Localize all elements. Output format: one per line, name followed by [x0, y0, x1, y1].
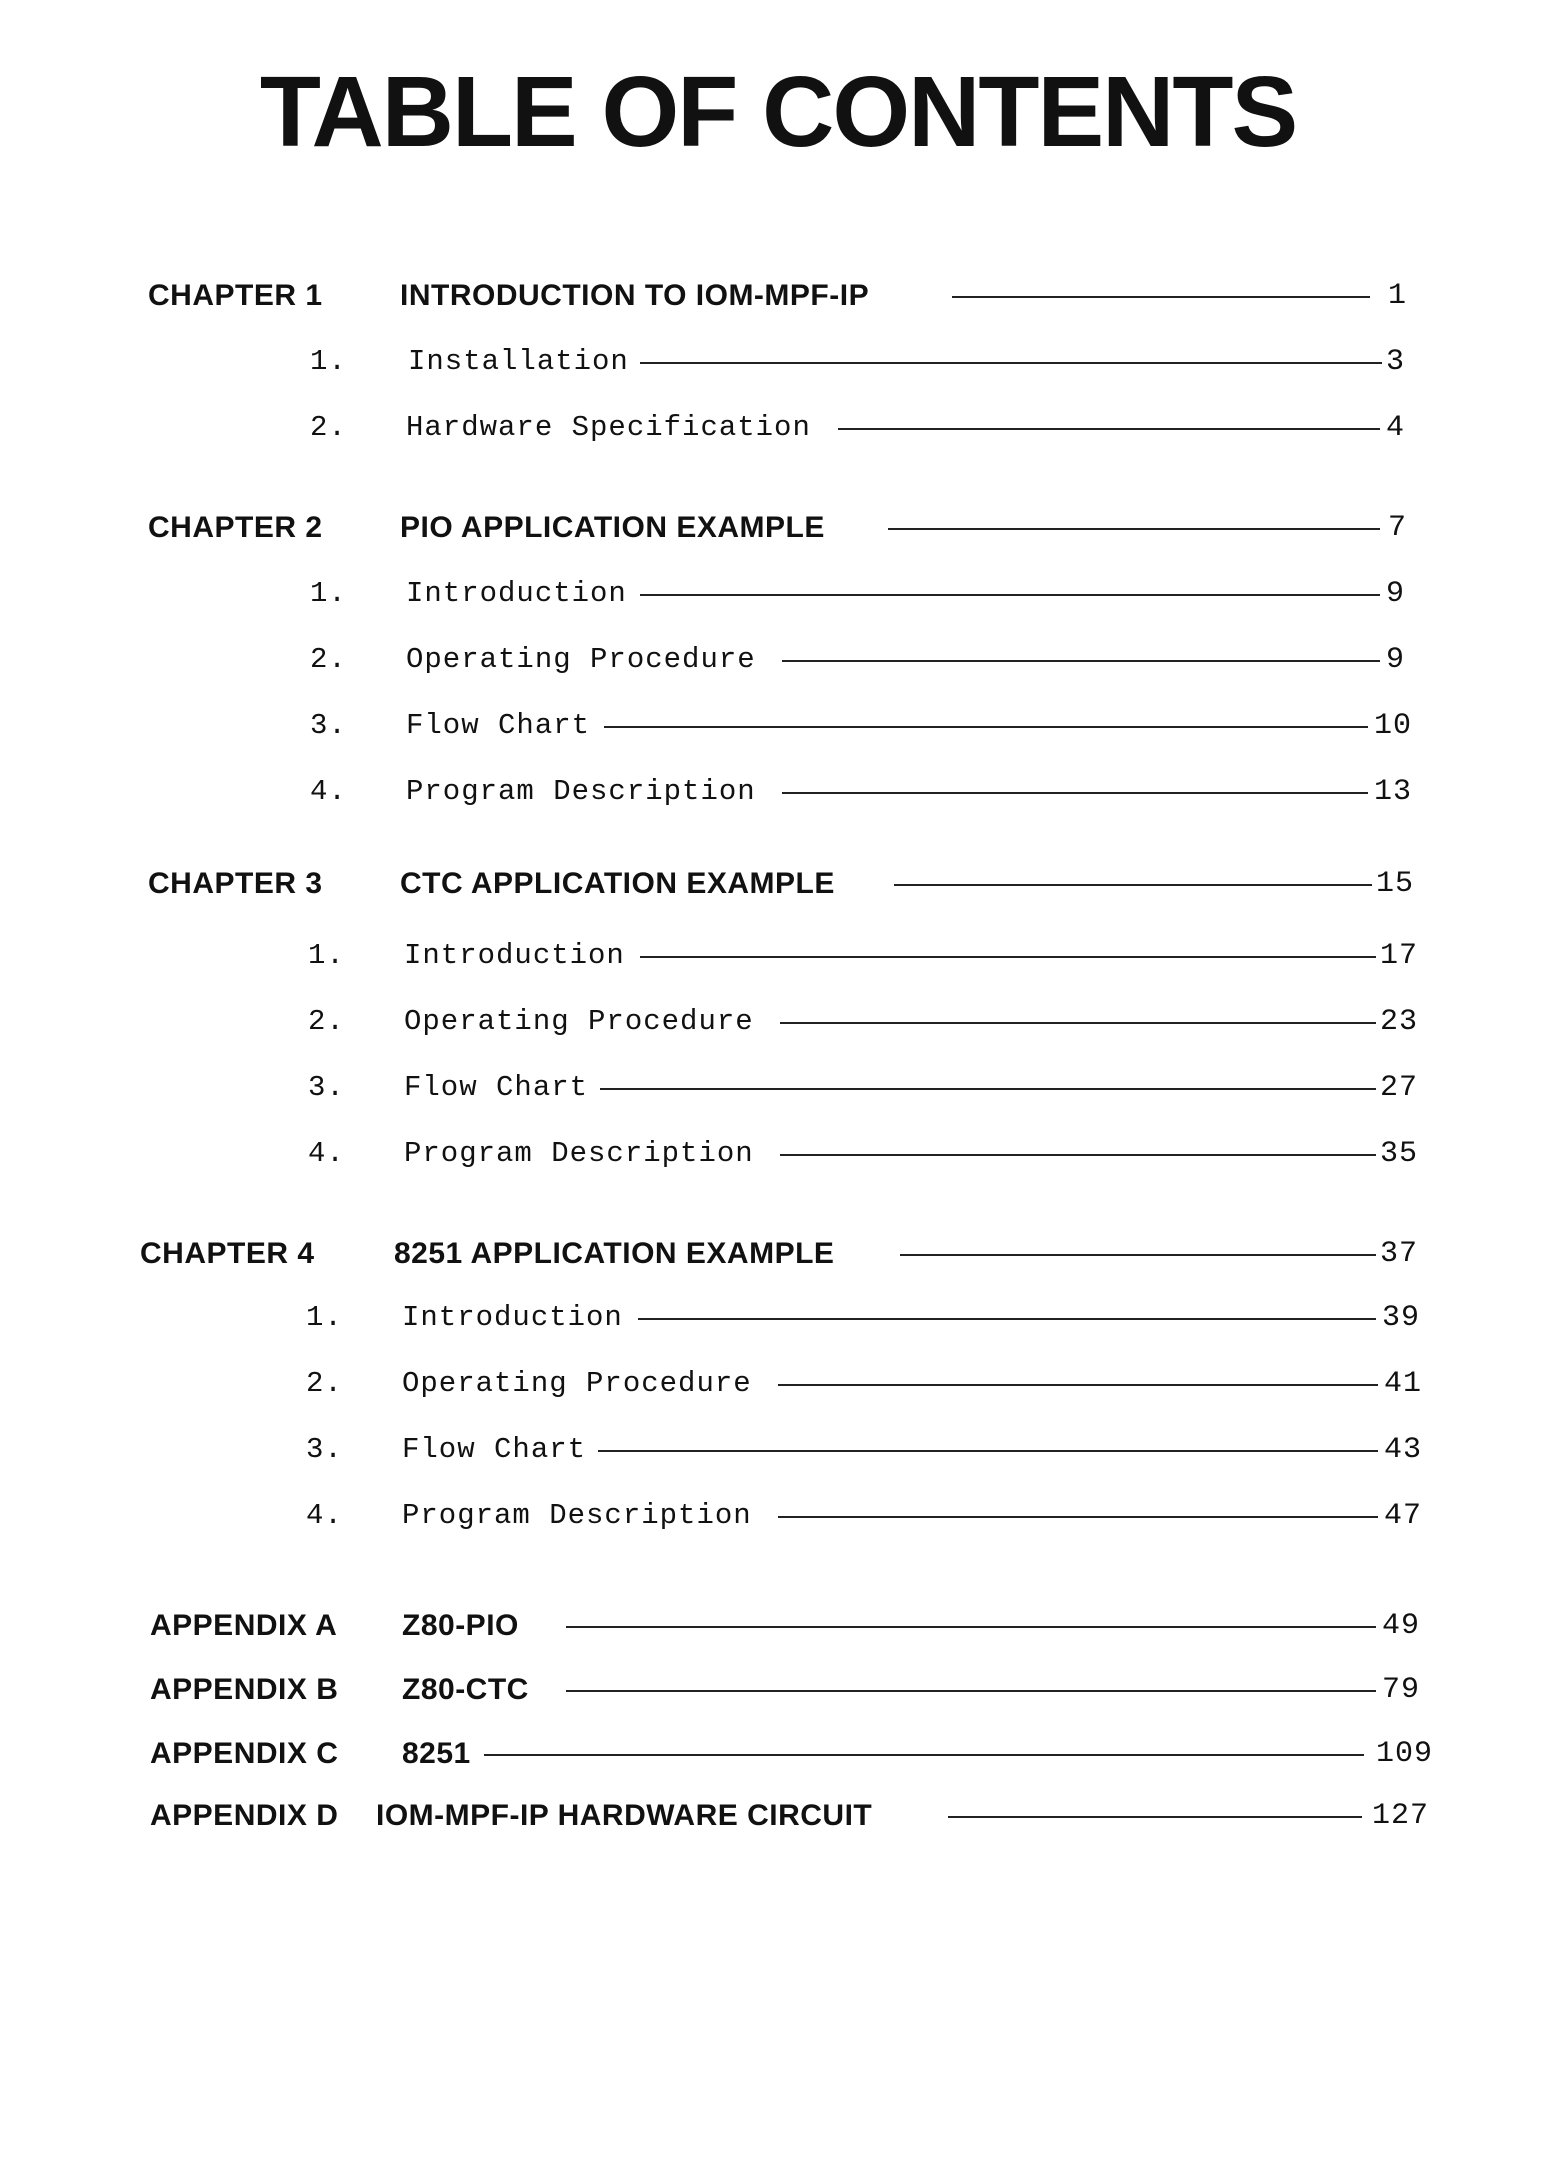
page-number: 13 — [1374, 775, 1413, 809]
page-number: 9 — [1386, 643, 1406, 677]
section-row — [0, 706, 1556, 746]
chapter-label: CHAPTER 4 — [140, 1237, 315, 1270]
appendix-row — [0, 1796, 1556, 1836]
leader-line — [600, 1088, 1376, 1090]
section-title: Flow Chart — [406, 709, 591, 742]
leader-line — [638, 1318, 1376, 1320]
appendix-title: IOM-MPF-IP HARDWARE CIRCUIT — [376, 1799, 873, 1832]
page-number: 39 — [1382, 1301, 1421, 1335]
section-title: Flow Chart — [402, 1433, 587, 1466]
chapter-title: PIO APPLICATION EXAMPLE — [400, 511, 825, 544]
section-title: Program Description — [404, 1137, 754, 1170]
leader-line — [948, 1816, 1362, 1818]
appendix-label: APPENDIX B — [150, 1673, 339, 1706]
page-number: 27 — [1380, 1071, 1419, 1105]
section-row — [0, 408, 1556, 448]
section-row — [0, 1068, 1556, 1108]
page-number: 43 — [1384, 1433, 1423, 1467]
leader-line — [598, 1450, 1378, 1452]
section-number: 4. — [308, 1137, 345, 1170]
section-row — [0, 772, 1556, 812]
section-row — [0, 1364, 1556, 1404]
chapter-row — [0, 276, 1556, 316]
page-number: 10 — [1374, 709, 1413, 743]
leader-line — [484, 1754, 1364, 1756]
leader-line — [640, 956, 1376, 958]
section-title: Introduction — [404, 939, 625, 972]
section-row — [0, 1134, 1556, 1174]
leader-line — [566, 1690, 1376, 1692]
chapter-row — [0, 508, 1556, 548]
section-row — [0, 1496, 1556, 1536]
leader-line — [900, 1254, 1376, 1256]
page-number: 9 — [1386, 577, 1406, 611]
leader-line — [952, 296, 1370, 298]
section-row — [0, 936, 1556, 976]
page-number: 23 — [1380, 1005, 1419, 1039]
page-number: 79 — [1382, 1673, 1421, 1707]
chapter-row — [0, 1234, 1556, 1274]
page-number: 47 — [1384, 1499, 1423, 1533]
appendix-row — [0, 1734, 1556, 1774]
page-number: 7 — [1388, 511, 1408, 545]
section-row — [0, 342, 1556, 382]
chapter-label: CHAPTER 1 — [148, 279, 323, 312]
page-title: TABLE OF CONTENTS — [259, 56, 1297, 168]
leader-line — [604, 726, 1368, 728]
leader-line — [778, 1384, 1378, 1386]
leader-line — [780, 1022, 1376, 1024]
section-number: 2. — [310, 643, 347, 676]
leader-line — [782, 660, 1380, 662]
appendix-title: Z80-PIO — [402, 1609, 519, 1642]
section-title: Flow Chart — [404, 1071, 589, 1104]
page-number: 3 — [1386, 345, 1406, 379]
leader-line — [780, 1154, 1376, 1156]
section-title: Operating Procedure — [404, 1005, 754, 1038]
section-row — [0, 1298, 1556, 1338]
section-number: 2. — [308, 1005, 345, 1038]
page-number: 41 — [1384, 1367, 1423, 1401]
section-row — [0, 640, 1556, 680]
section-title: Operating Procedure — [402, 1367, 752, 1400]
appendix-title: 8251 — [402, 1737, 471, 1770]
section-number: 3. — [308, 1071, 345, 1104]
leader-line — [778, 1516, 1378, 1518]
section-title: Program Description — [406, 775, 756, 808]
leader-line — [640, 362, 1382, 364]
section-title: Operating Procedure — [406, 643, 756, 676]
leader-line — [838, 428, 1380, 430]
leader-line — [888, 528, 1380, 530]
section-number: 1. — [308, 939, 345, 972]
section-number: 4. — [310, 775, 347, 808]
page-number: 37 — [1380, 1237, 1419, 1271]
appendix-label: APPENDIX A — [150, 1609, 338, 1642]
leader-line — [640, 594, 1380, 596]
section-title: Introduction — [402, 1301, 623, 1334]
leader-line — [566, 1626, 1376, 1628]
section-number: 2. — [310, 411, 347, 444]
page-number: 17 — [1380, 939, 1419, 973]
section-row — [0, 1002, 1556, 1042]
leader-line — [894, 884, 1372, 886]
appendix-label: APPENDIX D — [150, 1799, 339, 1832]
section-number: 2. — [306, 1367, 343, 1400]
chapter-label: CHAPTER 2 — [148, 511, 323, 544]
chapter-title: 8251 APPLICATION EXAMPLE — [394, 1237, 835, 1270]
chapter-row — [0, 864, 1556, 904]
section-title: Introduction — [406, 577, 627, 610]
section-row — [0, 574, 1556, 614]
section-number: 3. — [306, 1433, 343, 1466]
page-number: 49 — [1382, 1609, 1421, 1643]
page-number: 4 — [1386, 411, 1406, 445]
section-number: 1. — [306, 1301, 343, 1334]
page-number: 1 — [1388, 279, 1408, 313]
appendix-row — [0, 1606, 1556, 1646]
section-number: 1. — [310, 345, 347, 378]
page-number: 35 — [1380, 1137, 1419, 1171]
page-number: 127 — [1372, 1799, 1430, 1833]
chapter-title: INTRODUCTION TO IOM-MPF-IP — [400, 279, 870, 312]
section-row — [0, 1430, 1556, 1470]
section-title: Hardware Specification — [406, 411, 811, 444]
leader-line — [782, 792, 1368, 794]
page-number: 109 — [1376, 1737, 1434, 1771]
page-number: 15 — [1376, 867, 1415, 901]
section-number: 3. — [310, 709, 347, 742]
section-number: 4. — [306, 1499, 343, 1532]
appendix-label: APPENDIX C — [150, 1737, 339, 1770]
appendix-row — [0, 1670, 1556, 1710]
chapter-label: CHAPTER 3 — [148, 867, 323, 900]
chapter-title: CTC APPLICATION EXAMPLE — [400, 867, 835, 900]
appendix-title: Z80-CTC — [402, 1673, 529, 1706]
section-title: Program Description — [402, 1499, 752, 1532]
section-title: Installation — [408, 345, 629, 378]
section-number: 1. — [310, 577, 347, 610]
